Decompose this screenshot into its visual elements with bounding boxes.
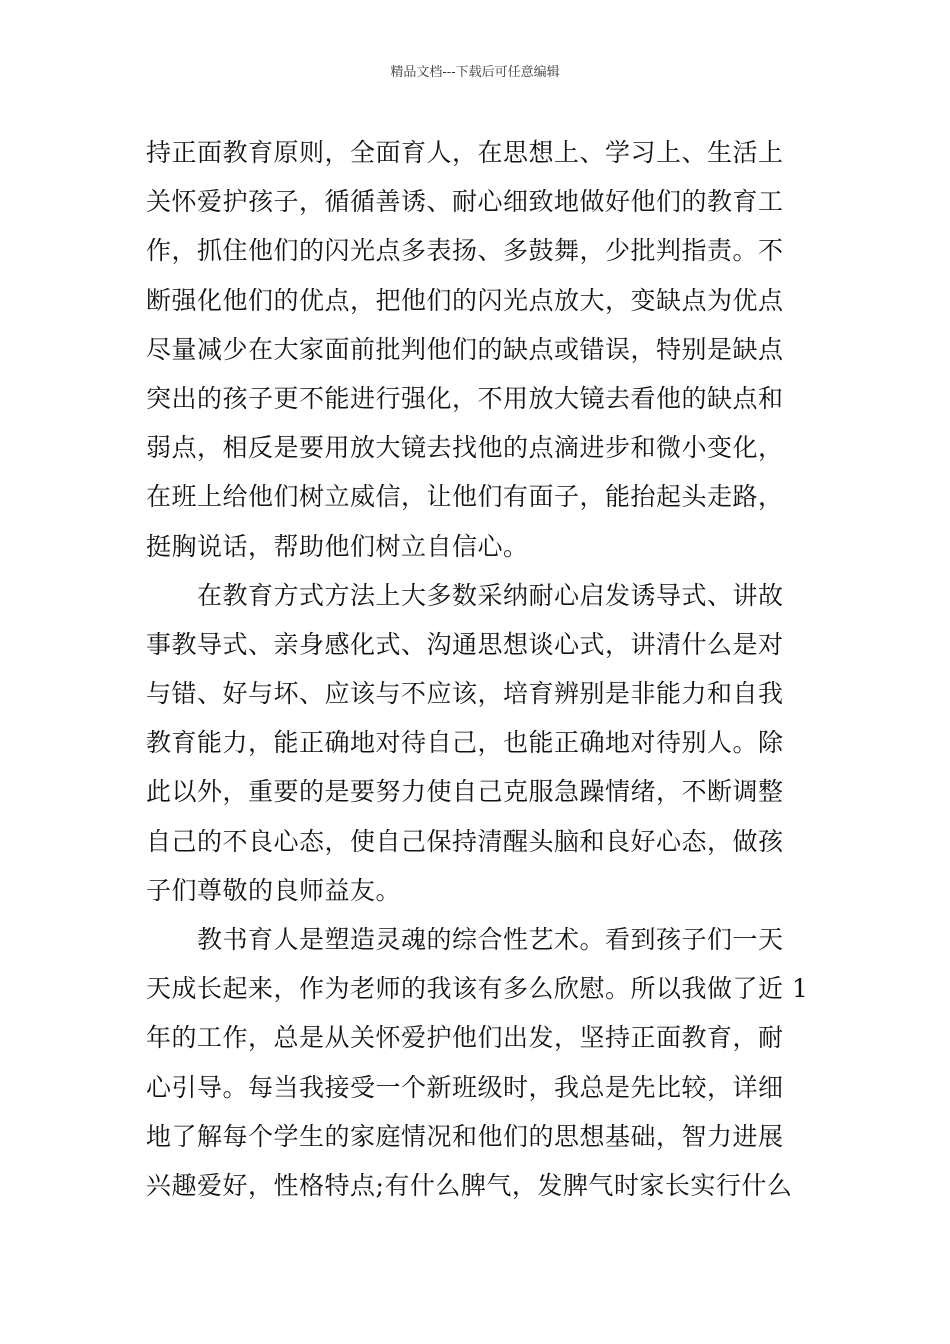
text-line: 突出的孩子更不能进行强化，不用放大镜去看他的缺点和 bbox=[146, 383, 784, 413]
text-line: 事教导式、亲身感化式、沟通思想谈心式，讲清什么是对 bbox=[146, 629, 784, 659]
text-line: 断强化他们的优点，把他们的闪光点放大，变缺点为优点 bbox=[146, 285, 784, 315]
page-header: 精品文档---下载后可任意编辑 bbox=[390, 65, 560, 80]
text-line: 教育能力，能正确地对待自己，也能正确地对待别人。除 bbox=[146, 728, 784, 758]
text-line: 尽量减少在大家面前批判他们的缺点或错误，特别是缺点 bbox=[146, 334, 784, 364]
text-line: 兴趣爱好，性格特点;有什么脾气，发脾气时家长实行什么 bbox=[146, 1170, 793, 1200]
text-line: 子们尊敬的良师益友。 bbox=[146, 875, 402, 905]
body-text bbox=[146, 128, 816, 1210]
text-line: 教书育人是塑造灵魂的综合性艺术。看到孩子们一天 bbox=[146, 925, 784, 954]
text-line: 自己的不良心态，使自己保持清醒头脑和良好心态，做孩 bbox=[146, 826, 784, 856]
text-line: 地了解每个学生的家庭情况和他们的思想基础，智力进展 bbox=[146, 1121, 784, 1151]
text-line: 在教育方式方法上大多数采纳耐心启发诱导式、讲故 bbox=[146, 580, 784, 610]
text-line: 年的工作，总是从关怀爱护他们出发，坚持正面教育，耐 bbox=[146, 1023, 784, 1053]
text-line: 此以外，重要的是要努力使自己克服急躁情绪，不断调整 bbox=[146, 777, 784, 807]
text-line: 持正面教育原则，全面育人，在思想上、学习上、生活上 bbox=[146, 138, 784, 167]
text-line: 作，抓住他们的闪光点多表扬、多鼓舞，少批判指责。不 bbox=[146, 236, 784, 266]
text-line: 弱点，相反是要用放大镜去找他的点滴进步和微小变化， bbox=[146, 433, 784, 463]
text-line: 与错、好与坏、应该与不应该，培育辨别是非能力和自我 bbox=[146, 679, 784, 709]
text-line: 在班上给他们树立威信，让他们有面子，能抬起头走路， bbox=[146, 482, 784, 512]
text-line: 关怀爱护孩子，循循善诱、耐心细致地做好他们的教育工 bbox=[146, 187, 784, 217]
text-line: 天成长起来，作为老师的我该有多么欣慰。所以我做了近 1 bbox=[146, 974, 809, 1004]
text-line: 心引导。每当我接受一个新班级时，我总是先比较，详细 bbox=[146, 1072, 784, 1102]
text-line: 挺胸说话，帮助他们树立自信心。 bbox=[146, 531, 529, 561]
